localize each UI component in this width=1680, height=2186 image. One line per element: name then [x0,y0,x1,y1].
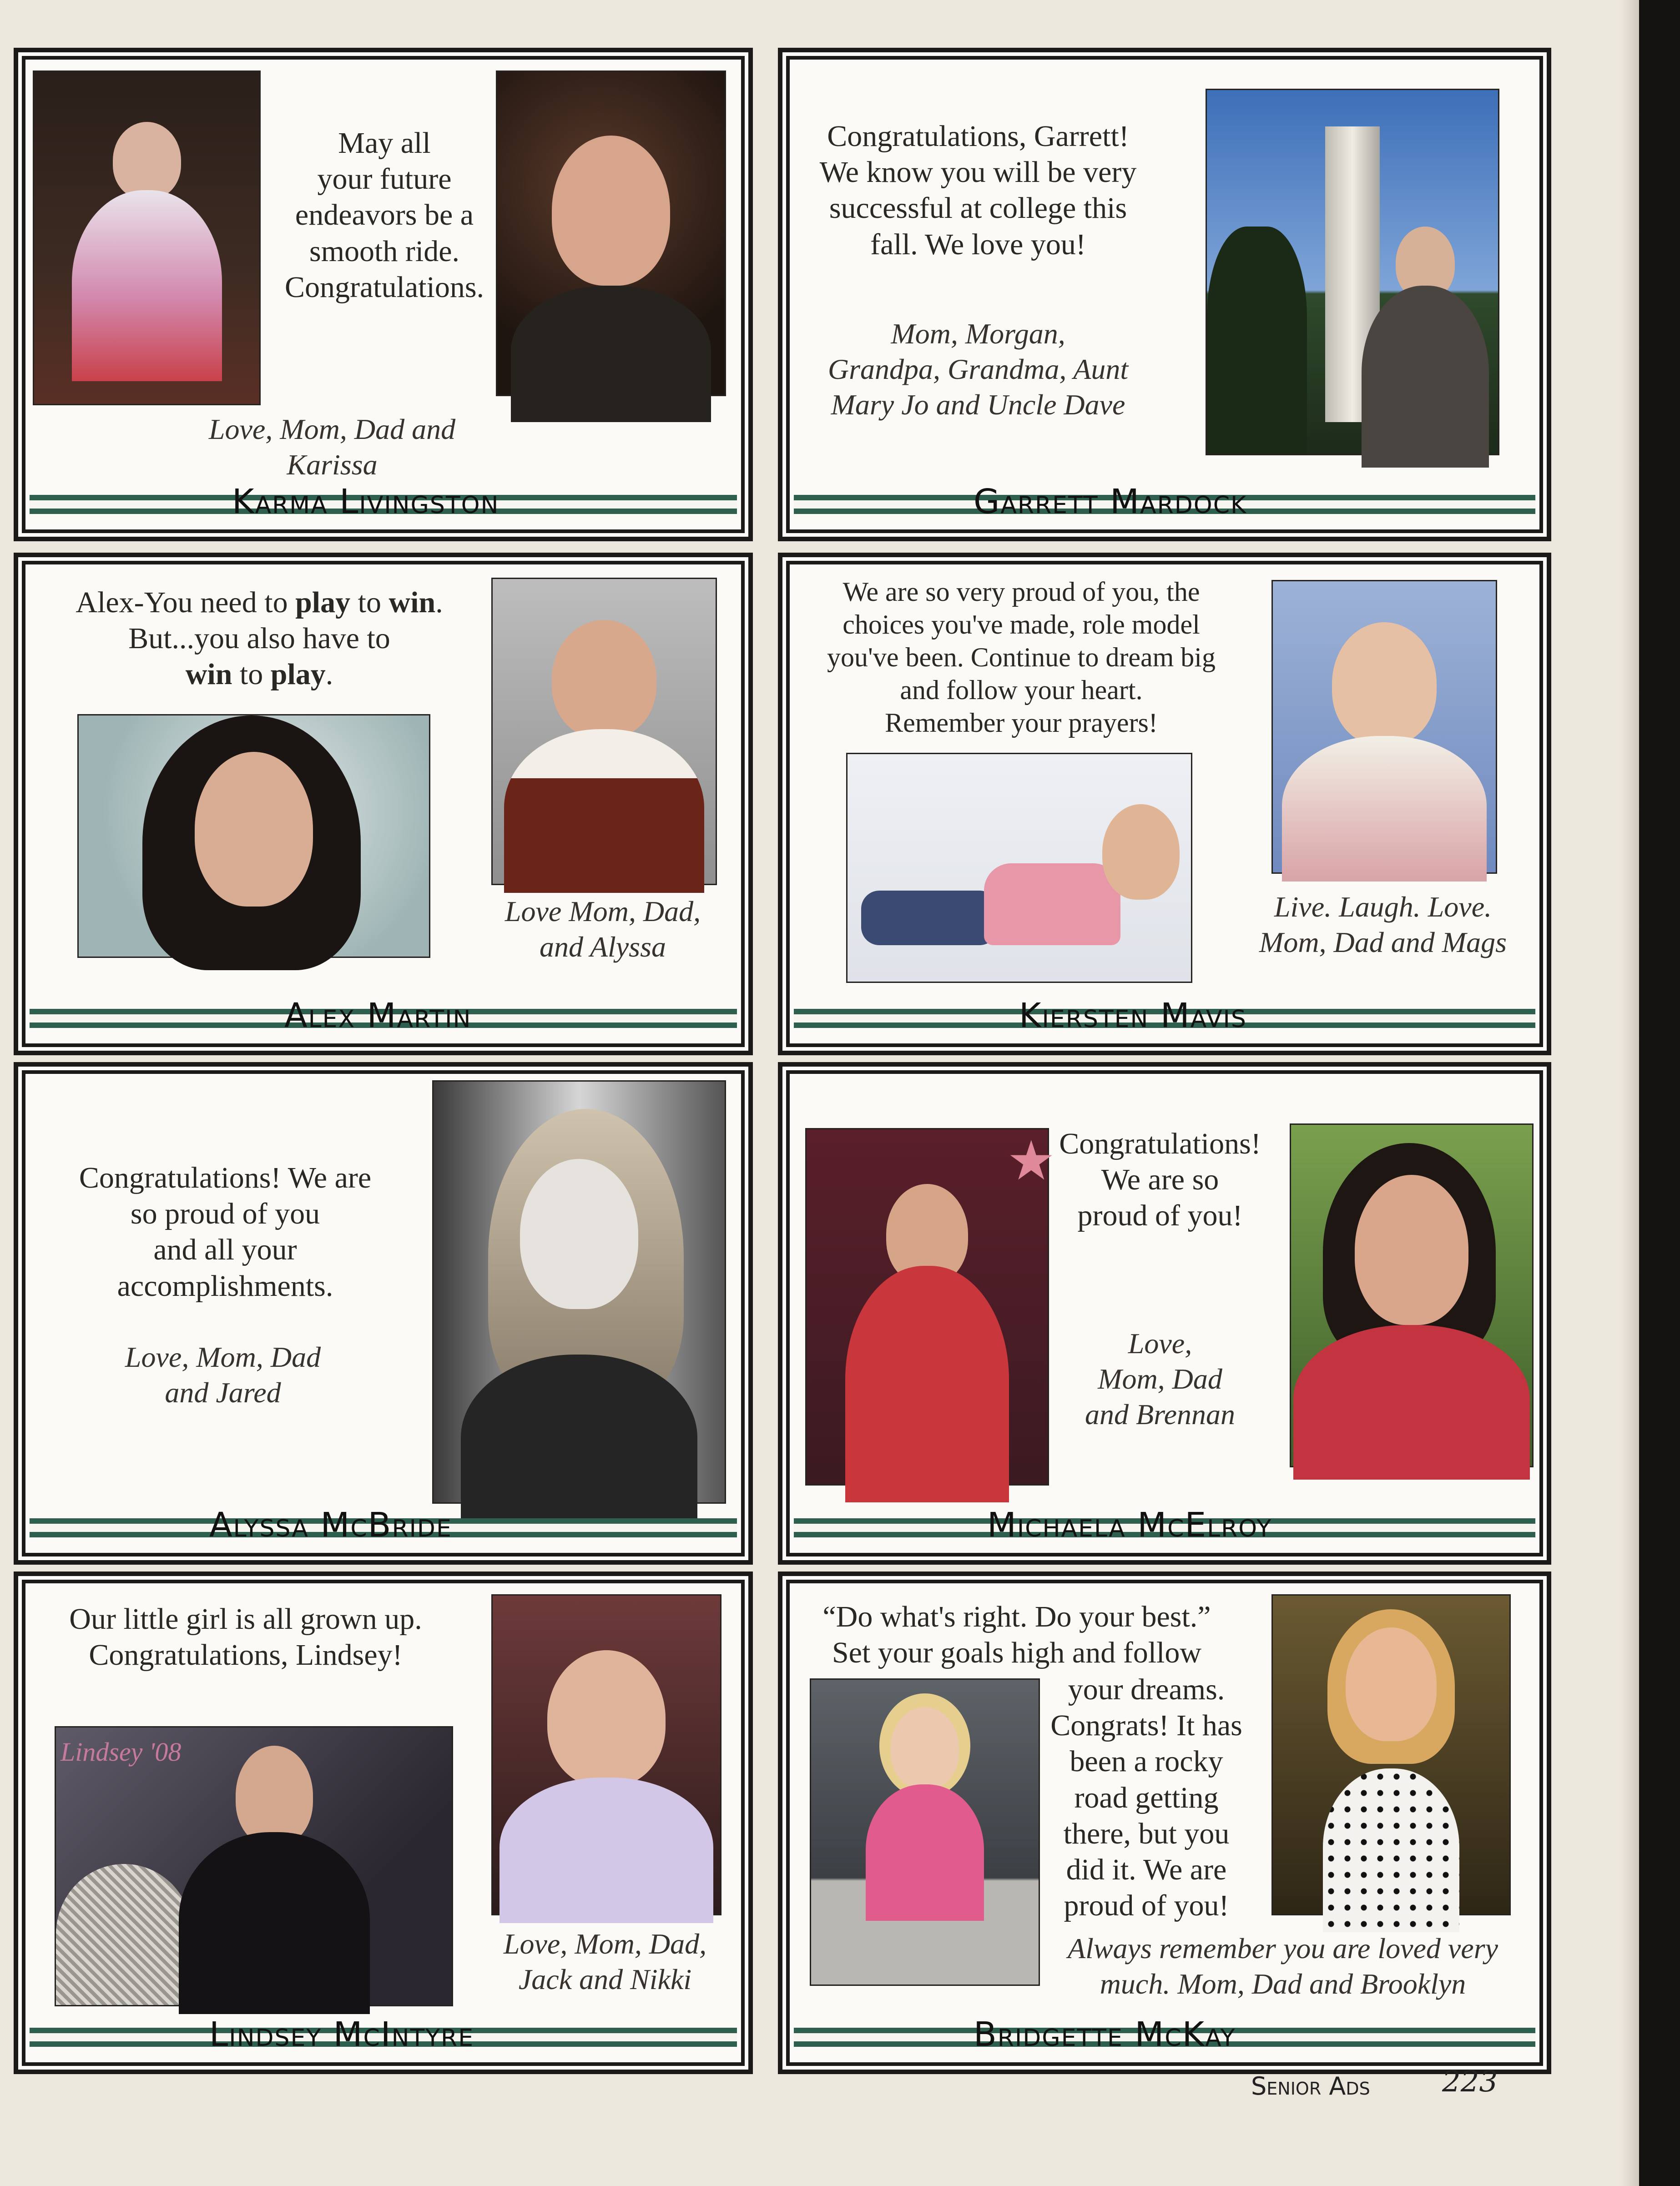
message-line: there, but you [1063,1817,1230,1850]
message-emphasis: play [270,658,326,691]
ad-message [36,1601,455,1673]
senior-ad-lindsey-mcintyre [14,1572,753,2074]
senior-name: Karma Livingston [232,482,499,521]
senior-portrait [1271,1594,1511,1915]
ad-message-side [1037,1672,1256,1924]
senior-name: Lindsey McIntyre [209,2015,474,2054]
signature-line: Grandpa, Grandma, Aunt [827,353,1129,386]
message-emphasis: win [185,658,232,691]
trees [1207,227,1307,454]
ad-message [36,584,482,693]
signature-line: Love, Mom, Dad, [503,1928,707,1960]
signature-line: Love Mom, Dad, [505,895,701,927]
message-line: been a rocky [1070,1745,1223,1778]
senior-ad-alex-martin [14,553,753,1055]
ad-signature [491,894,714,965]
message-line: We are so very proud of you, the [843,577,1200,607]
signature-line: and Brennan [1085,1398,1236,1431]
child-portrait [491,1594,721,1915]
message-line: We are so [1101,1163,1219,1197]
message-text: . [435,586,443,619]
jeans [861,891,998,945]
signature-line: Love, [1128,1327,1192,1360]
message-line: But...you also have to [128,622,390,655]
message-line: and all your [153,1233,297,1267]
message-line: proud of you! [1077,1199,1243,1233]
senior-name: Kiersten Mavis [1019,996,1247,1035]
senior-name: Alyssa McBride [209,1506,452,1545]
message-emphasis: play [295,586,351,619]
message-line: We know you will be very [819,156,1137,189]
message-line: did it. We are [1066,1853,1227,1886]
message-line: fall. We love you! [870,227,1086,261]
signature-line: and Alyssa [540,931,666,963]
signature-line: and Jared [165,1376,281,1409]
signature-line: Live. Laugh. Love. [1274,891,1492,923]
message-line: road getting [1074,1781,1219,1814]
toddler-photo [1271,580,1497,874]
signature-line: Jack and Nikki [518,1963,692,1996]
senior-portrait [496,71,726,396]
signature-line: Love, Mom, Dad and Karissa [208,413,456,481]
ad-message [792,575,1251,739]
senior-name: Garrett Mardock [974,482,1247,521]
signature-line: Mom, Dad and Mags [1259,926,1507,959]
senior-ad-karma-livingston [14,48,753,541]
senior-lying-portrait [846,753,1192,983]
section-title: Senior Ads [1251,2072,1370,2100]
message-line: your future [317,162,452,196]
child-photo [810,1678,1040,1986]
ad-signature [1037,1931,1529,2002]
toddler-photo [491,578,717,885]
shirt [984,863,1120,945]
message-line: Congrats! It has [1050,1709,1242,1743]
senior-portrait [55,1726,453,2006]
message-line: Congratulations! [1059,1127,1261,1160]
signature-line: Mom, Dad [1098,1363,1222,1395]
message-line: Remember your prayers! [885,708,1158,738]
message-text: to [232,658,271,691]
binding-shadow [1639,0,1680,2186]
ad-signature [1055,1326,1265,1432]
ad-signature [1251,889,1515,960]
capitol-senior-portrait [1206,89,1499,455]
senior-name: Michaela McElroy [987,1506,1272,1545]
senior-portrait [77,714,430,958]
ad-message [36,1160,414,1304]
ad-signature [810,316,1146,423]
baby-photo [33,71,261,405]
ad-message [801,118,1155,262]
message-line: Set your goals high and follow [832,1636,1202,1670]
signature-line: Mom, Morgan, [891,317,1065,350]
message-line: “Do what's right. Do your best.” [822,1600,1211,1633]
message-line: choices you've made, role model [843,609,1200,640]
senior-portrait [432,1080,726,1504]
message-line: Congratulations, Lindsey! [89,1638,403,1672]
page-edge [1621,0,1639,2186]
message-emphasis: win [388,586,436,619]
senior-name: Bridgette McKay [974,2015,1236,2054]
ad-signature [487,1926,723,1997]
signature-line: much. Mom, Dad and Brooklyn [1100,1968,1466,2000]
wicker-chair [56,1864,192,2005]
page-number: 223 [1442,2065,1498,2099]
ad-signature [64,1340,382,1410]
message-line: endeavors be a [295,198,474,232]
senior-ad-kiersten-mavis [778,553,1551,1055]
message-line: so proud of you [130,1197,320,1231]
message-line: accomplishments. [117,1269,333,1303]
senior-ad-michaela-mcelroy [778,1062,1551,1565]
photo-caption: Lindsey '08 [61,1737,182,1767]
star-decoration: ★ [1007,1129,1056,1193]
message-line: May all [338,126,431,160]
message-line: smooth ride. [309,234,459,268]
ad-message [796,1599,1237,1671]
signature-line: Always remember you are loved very [1067,1932,1498,1964]
senior-ad-garrett-mardock [778,48,1551,541]
message-line: Congratulations. [284,270,484,304]
message-line: your dreams. [1068,1673,1225,1706]
ad-message [1037,1126,1283,1234]
ad-message [264,125,505,305]
message-line: Congratulations, Garrett! [827,120,1129,153]
message-line: successful at college this [829,191,1127,225]
message-line: Our little girl is all grown up. [69,1602,422,1636]
message-line: Congratulations! We are [79,1161,372,1194]
senior-ad-alyssa-mcbride [14,1062,753,1565]
message-text: . [325,658,333,691]
senior-ad-bridgette-mckay [778,1572,1551,2074]
signature-line: Love, Mom, Dad [125,1341,321,1373]
senior-name: Alex Martin [284,996,472,1035]
child-portrait [805,1128,1056,1486]
message-line: and follow your heart. [900,675,1143,705]
message-text: to [350,586,389,619]
message-line: proud of you! [1064,1889,1229,1923]
message-line: you've been. Continue to dream big [827,642,1216,672]
signature-line: Mary Jo and Uncle Dave [831,388,1125,421]
ad-signature [173,412,491,483]
message-text: Alex-You need to [76,586,296,619]
senior-portrait [1290,1123,1534,1467]
